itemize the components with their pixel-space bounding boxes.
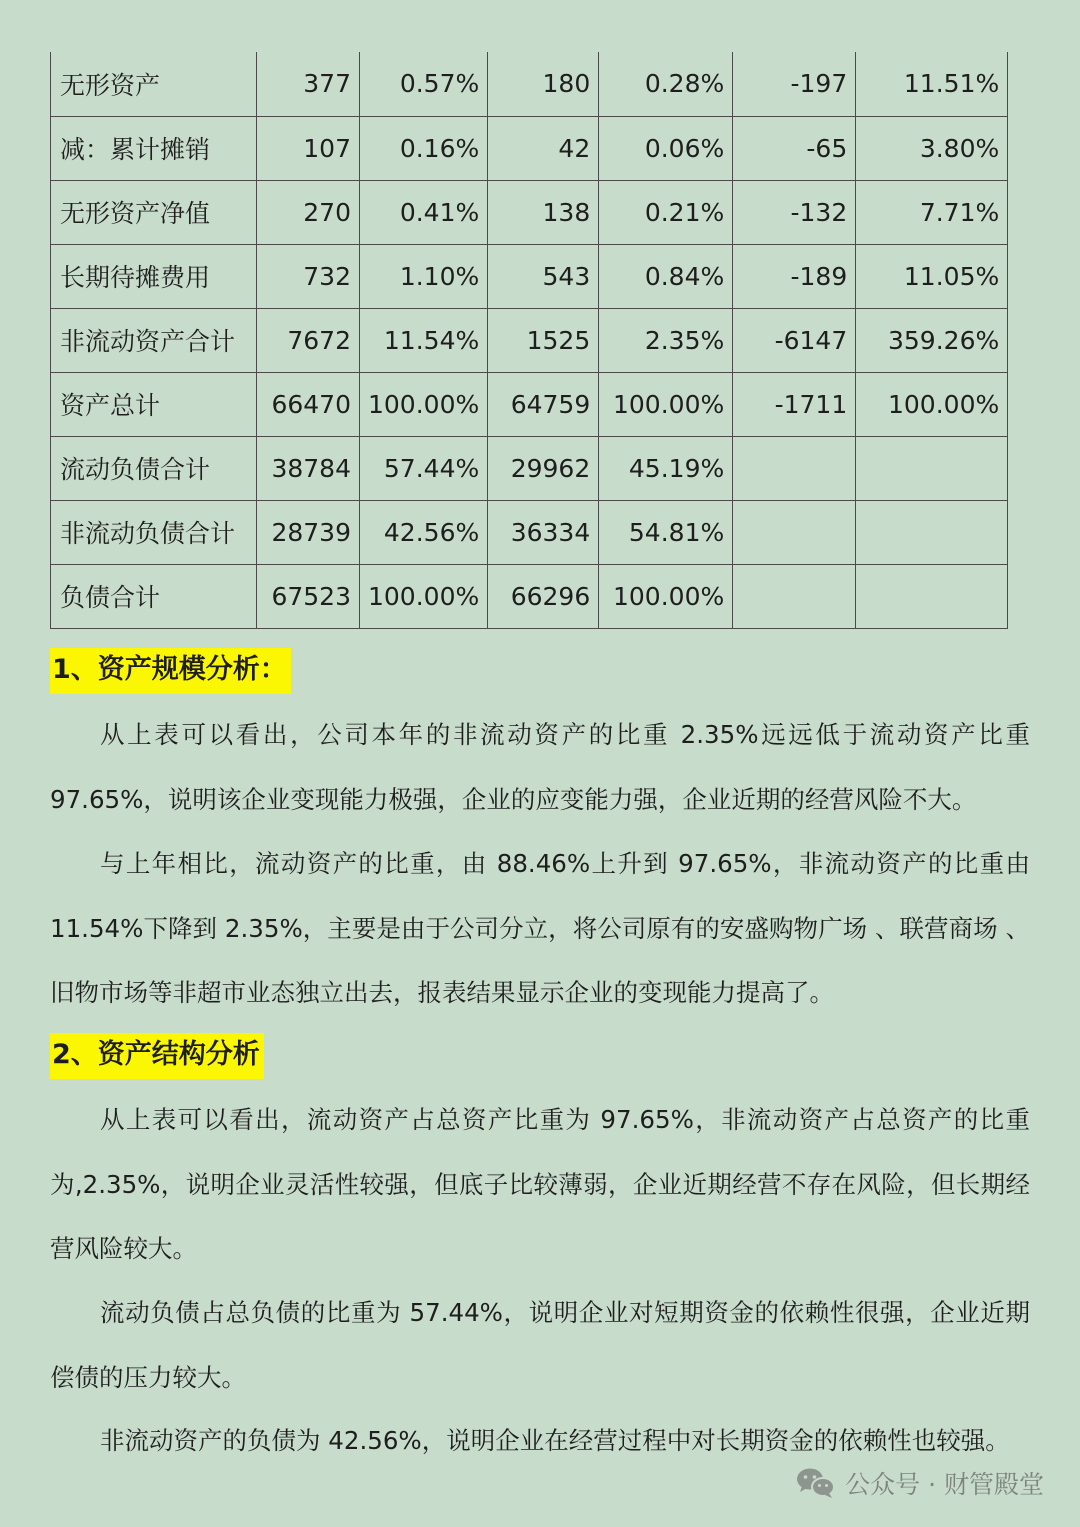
value-cell: 36334 bbox=[488, 500, 599, 564]
value-cell: 100.00% bbox=[360, 564, 488, 628]
value-cell: 29962 bbox=[488, 436, 599, 500]
value-cell bbox=[856, 564, 1008, 628]
wechat-icon bbox=[795, 1466, 837, 1500]
table-row bbox=[51, 372, 1008, 436]
value-cell: 0.84% bbox=[599, 244, 733, 308]
value-cell: 107 bbox=[257, 116, 360, 180]
footer-text: 公众号 · 财管殿堂 bbox=[845, 1470, 1044, 1499]
table-row bbox=[51, 436, 1008, 500]
row-label-cell: 无形资产 bbox=[51, 52, 257, 116]
value-cell: 100.00% bbox=[599, 372, 733, 436]
value-cell: 0.06% bbox=[599, 116, 733, 180]
value-cell: 359.26% bbox=[856, 308, 1008, 372]
value-cell: 66296 bbox=[488, 564, 599, 628]
row-label-cell: 资产总计 bbox=[51, 372, 257, 436]
value-cell: 28739 bbox=[257, 500, 360, 564]
value-cell: 7.71% bbox=[856, 180, 1008, 244]
value-cell: -65 bbox=[733, 116, 856, 180]
value-cell bbox=[856, 500, 1008, 564]
value-cell: 1.10% bbox=[360, 244, 488, 308]
value-cell: 100.00% bbox=[856, 372, 1008, 436]
table-row bbox=[51, 52, 1008, 116]
value-cell: 2.35% bbox=[599, 308, 733, 372]
value-cell: -197 bbox=[733, 52, 856, 116]
value-cell: 377 bbox=[257, 52, 360, 116]
row-label-cell: 负债合计 bbox=[51, 564, 257, 628]
value-cell: 66470 bbox=[257, 372, 360, 436]
table-row bbox=[51, 500, 1008, 564]
table-row bbox=[51, 116, 1008, 180]
section2-heading: 2、资产结构分析 bbox=[50, 1033, 264, 1079]
table-row bbox=[51, 244, 1008, 308]
financial-table bbox=[50, 52, 1008, 629]
section1-paragraph-1: 从上表可以看出，公司本年的非流动资产的比重 2.35%远远低于流动资产比重 97.65%，说明该企业变现能力极强，企业的应变能力强，企业近期的经营风险不大。 bbox=[50, 720, 1030, 814]
row-label-cell: 非流动资产合计 bbox=[51, 308, 257, 372]
section2-paragraph-2: 流动负债占总负债的比重为 57.44%，说明企业对短期资金的依赖性很强，企业近期偿债的压力较大。 bbox=[50, 1298, 1030, 1392]
value-cell bbox=[733, 500, 856, 564]
value-cell: 1525 bbox=[488, 308, 599, 372]
value-cell: 100.00% bbox=[360, 372, 488, 436]
value-cell: 180 bbox=[488, 52, 599, 116]
value-cell: 42.56% bbox=[360, 500, 488, 564]
value-cell: 0.57% bbox=[360, 52, 488, 116]
table-row bbox=[51, 180, 1008, 244]
value-cell: 67523 bbox=[257, 564, 360, 628]
value-cell: 64759 bbox=[488, 372, 599, 436]
value-cell: 54.81% bbox=[599, 500, 733, 564]
row-label-cell: 非流动负债合计 bbox=[51, 500, 257, 564]
table-row bbox=[51, 564, 1008, 628]
value-cell: 732 bbox=[257, 244, 360, 308]
row-label-cell: 长期待摊费用 bbox=[51, 244, 257, 308]
section1-paragraph-2: 与上年相比，流动资产的比重，由 88.46%上升到 97.65%，非流动资产的比重由 11.54%下降到 2.35%，主要是由于公司分立，将公司原有的安盛购物广场 、联营商场 、旧物市场等非超市业态独立出去，报表结果显示企业的变现能力提高了。 bbox=[50, 849, 1030, 1007]
value-cell: 270 bbox=[257, 180, 360, 244]
value-cell: 0.28% bbox=[599, 52, 733, 116]
value-cell: 38784 bbox=[257, 436, 360, 500]
value-cell: 0.41% bbox=[360, 180, 488, 244]
value-cell: 45.19% bbox=[599, 436, 733, 500]
value-cell bbox=[733, 436, 856, 500]
section1-heading: 1、资产规模分析： bbox=[50, 648, 291, 694]
value-cell: 0.21% bbox=[599, 180, 733, 244]
value-cell: -1711 bbox=[733, 372, 856, 436]
value-cell: -132 bbox=[733, 180, 856, 244]
value-cell bbox=[733, 564, 856, 628]
table-row bbox=[51, 308, 1008, 372]
value-cell: 11.05% bbox=[856, 244, 1008, 308]
value-cell: -189 bbox=[733, 244, 856, 308]
footer-watermark bbox=[795, 1463, 1044, 1503]
row-label-cell: 无形资产净值 bbox=[51, 180, 257, 244]
value-cell: 138 bbox=[488, 180, 599, 244]
value-cell bbox=[856, 436, 1008, 500]
value-cell: 543 bbox=[488, 244, 599, 308]
value-cell: 11.54% bbox=[360, 308, 488, 372]
row-label-cell: 减：累计摊销 bbox=[51, 116, 257, 180]
section2-paragraph-1: 从上表可以看出，流动资产占总资产比重为 97.65%，非流动资产占总资产的比重为,2.35%，说明企业灵活性较强，但底子比较薄弱，企业近期经营不存在风险，但长期经营风险较大。 bbox=[50, 1105, 1030, 1263]
value-cell: 100.00% bbox=[599, 564, 733, 628]
value-cell: 57.44% bbox=[360, 436, 488, 500]
value-cell: 11.51% bbox=[856, 52, 1008, 116]
value-cell: 42 bbox=[488, 116, 599, 180]
section2-paragraph-3: 非流动资产的负债为 42.56%，说明企业在经营过程中对长期资金的依赖性也较强。 bbox=[100, 1426, 1010, 1455]
value-cell: 7672 bbox=[257, 308, 360, 372]
row-label-cell: 流动负债合计 bbox=[51, 436, 257, 500]
value-cell: -6147 bbox=[733, 308, 856, 372]
value-cell: 0.16% bbox=[360, 116, 488, 180]
value-cell: 3.80% bbox=[856, 116, 1008, 180]
